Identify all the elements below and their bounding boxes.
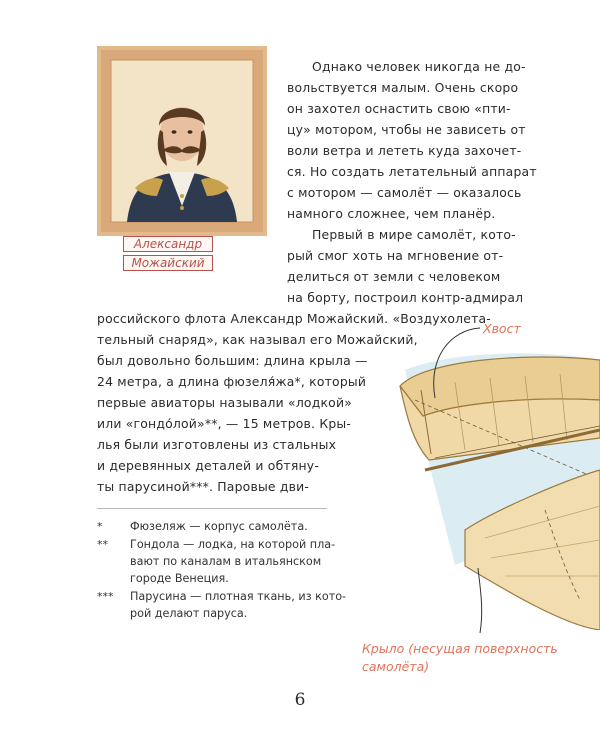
portrait-illustration [97,46,267,236]
footnote-divider [97,508,327,509]
caption-line-1: Александр [123,236,213,252]
text-line: и деревянных деталей и обтяну- [97,458,320,473]
text-line: ты парусиной***. Паровые дви- [97,479,310,494]
text-line: на борту, построил контр-адмирал [287,290,524,305]
text-line: Однако человек никогда не до- [312,59,526,74]
annotation-leader-lines [380,318,500,658]
footnote-mark: *** [97,590,114,603]
text-line: ся. Но создать летательный аппарат [287,164,537,179]
text-line: он захотел оснастить свою «пти- [287,101,511,116]
text-line: тельный снаряд», как называл его Можайский, [97,332,418,347]
text-line: был довольно большим: длина крыла — [97,353,368,368]
footnote-text: рой делают паруса. [130,607,248,620]
wing-label-line-1: Крыло (несущая поверхность [362,641,558,656]
footnote-mark: * [97,520,103,533]
text-line: воли ветра и лететь куда захочет- [287,143,522,158]
portrait-caption [118,236,218,270]
text-line: лья были изготовлены из стальных [97,437,337,452]
wing-label-line-2: самолёта) [362,659,430,674]
text-line: делиться от земли с человеком [287,269,501,284]
footnote-text: вают по каналам в итальянском [130,555,322,568]
page-number: 6 [294,690,306,710]
tail-label: Хвост [483,321,521,336]
text-line: цу» мотором, чтобы не зависеть от [287,122,526,137]
text-line: рый смог хоть на мгновение от- [287,248,504,263]
text-line: вольствуется малым. Очень скоро [287,80,519,95]
footnote-text: Фюзеляж — корпус самолёта. [130,520,308,533]
text-line: или «гондо́лой»**, — 15 метров. Кры- [97,416,352,431]
text-line: российского флота Александр Можайский. «Воздухолета- [97,311,491,326]
text-line: первые авиаторы называли «лодкой» [97,395,352,410]
text-line: 24 метра, а длина фюзеля́жа*, который [97,374,367,389]
footnote-mark: ** [97,538,108,551]
text-line: намного сложнее, чем планёр. [287,206,496,221]
text-line: Первый в мире самолёт, кото- [312,227,516,242]
footnote-text: Парусина — плотная ткань, из кото- [130,590,347,603]
footnote-text: Гондола — лодка, на которой пла- [130,538,336,551]
footnote-text: городе Венеция. [130,572,229,585]
text-line: с мотором — самолёт — оказалось [287,185,522,200]
caption-line-2: Можайский [123,255,213,271]
